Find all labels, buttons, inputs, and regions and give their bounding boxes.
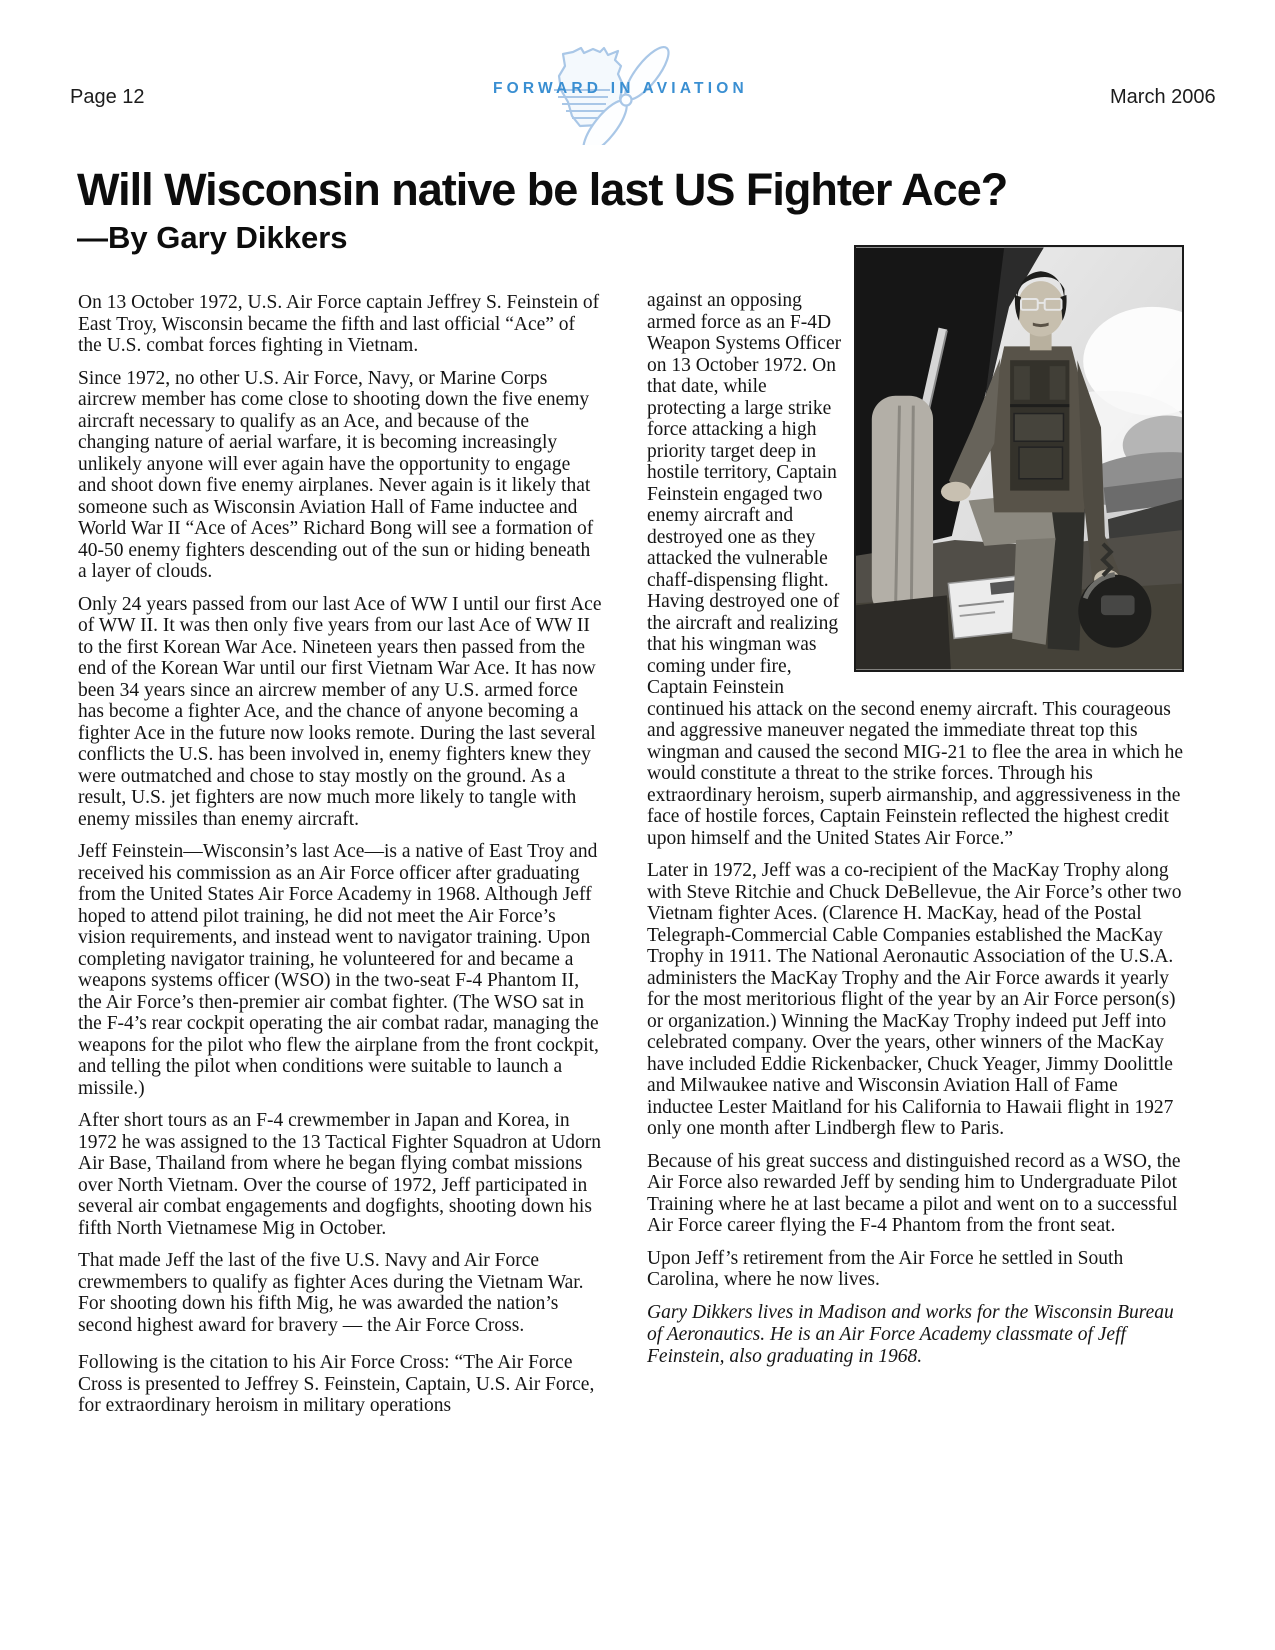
issue-date: March 2006 xyxy=(1110,86,1216,108)
article-title: Will Wisconsin native be last US Fighter Ace? xyxy=(77,164,1008,215)
page-number: Page 12 xyxy=(70,86,145,108)
article-paragraph: On 13 October 1972, U.S. Air Force captain Jeffrey S. Feinstein of East Troy, Wisconsin became the fifth and last official “Ace” of the U.S. combat forces fighting in Vietnam. xyxy=(78,292,600,356)
article-paragraph: Because of his great success and distinguished record as a WSO, the Air Force also rewarded Jeff by sending him to Undergraduate Pilot Training where he at last became a pilot and went on to a successful Air Force career flying the F-4 Phantom from the front seat. xyxy=(647,1150,1181,1236)
article-paragraph: After short tours as an F-4 crewmember in Japan and Korea, in 1972 he was assigned to the 13 Tactical Fighter Squadron at Udorn Air Base, Thailand from where he began flying combat missions over North Vietnam. Over the course of 1972, Jeff participated in several air combat engagements and dogfights, shooting down his fifth North Vietnamese Mig in October. xyxy=(78,1110,602,1239)
article-paragraph: Later in 1972, Jeff was a co-recipient of the MacKay Trophy along with Steve Ritchie and Chuck DeBellevue, the Air Force’s other two Vietnam fighter Aces. (Clarence H. MacKay, head of the Postal Telegraph-Commercial Cable Companies established the MacKay Trophy in 1911. The National Aeronautic Association of the U.S.A. administers the MacKay Trophy and the Air Force awards it yearly for the most meritorious flight of the year by an Air Force person(s) or organization.) Winning the MacKay Trophy indeed put Jeff into celebrated company. Over the years, other winners of the MacKay have included Eddie Rickenbacker, Chuck Yeager, Jimmy Doolittle and Milwaukee native and Wisconsin Aviation Hall of Fame inductee Lester Maitland for his California to Hawaii flight in 1927 only one month after Lindbergh flew to Paris. xyxy=(647,860,1182,1139)
citation-continuation-paragraph: against an opposing armed force as an F-4D Weapon Systems Officer on 13 October 1972. On that date, while protecting a large strike force attacking a high priority target deep in hostile territory, Captain Feinstein engaged two enemy aircraft and destroyed one as they attacked the vulnerable chaff-dispensing flight. Having destroyed one of the aircraft and realizing that his wingman was coming under fire, Captain Feinstein continued his attack on the second enemy aircraft. This courageous and aggressive maneuver negated the immediate threat top this wingman and caused the second MIG-21 to flee the area in which he would constitute a threat to the strike forces. Through his extraordinary heroism, superb airmanship, and aggressiveness in the face of hostile forces, Captain Feinstein reflected the highest credit upon himself and the United States Air Force.” xyxy=(647,290,1184,849)
article-byline: —By Gary Dikkers xyxy=(77,220,348,255)
logo-wordmark: FORWARD IN AVIATION xyxy=(493,80,748,97)
right-column xyxy=(647,245,1184,1379)
citation-lead-paragraph: Following is the citation to his Air Force Cross: “The Air Force Cross is presented to Jeffrey S. Feinstein, Captain, U.S. Air Force, for extraordinary heroism in military operations xyxy=(78,1352,595,1416)
article-paragraph: Since 1972, no other U.S. Air Force, Navy, or Marine Corps aircrew member has come close to shooting down the five enemy aircraft necessary to qualify as an Ace, and because of the changing nature of aerial warfare, it is becoming increasingly unlikely anyone will ever again have the opportunity to engage and shoot down five enemy airplanes. Never again is it likely that someone such as Wisconsin Aviation Hall of Fame inductee and World War II “Ace of Aces” Richard Bong will see a formation of 40-50 enemy fighters descending out of the sun or hiding beneath a layer of clouds. xyxy=(78,367,594,582)
article-paragraph: Upon Jeff’s retirement from the Air Force he settled in South Carolina, where he now lives. xyxy=(647,1247,1124,1290)
left-column xyxy=(78,292,602,1428)
article-paragraph: Jeff Feinstein—Wisconsin’s last Ace—is a native of East Troy and received his commission as an Air Force officer after graduating from the United States Air Force Academy in 1968. Although Jeff hoped to attend pilot training, he did not meet the Air Force’s vision requirements, and instead went to navigator training. Upon completing navigator training, he volunteered for and became a weapons systems officer (WSO) in the two-seat F-4 Phantom II, the Air Force’s then-premier air combat fighter. (The WSO sat in the F-4’s rear cockpit operating the air combat radar, managing the weapons for the pilot who flew the airplane from the front cockpit, and telling the pilot when conditions were suitable to launch a missile.) xyxy=(78,841,599,1099)
feinstein-photo xyxy=(854,245,1184,672)
article-paragraph: Only 24 years passed from our last Ace of WW I until our first Ace of WW II. It was then only five years from our last Ace of WW II to the first Korean War Ace. Nineteen years then passed from the end of the Korean War until our first Vietnam War Ace. It has now been 34 years since an aircrew member of any U.S. armed force has become a fighter Ace, and the chance of anyone becoming a fighter Ace in the future now looks remote. During the last several conflicts the U.S. has been involved in, enemy fighters knew they were outmatched and chose to stay mostly on the ground. As a result, U.S. jet fighters are now much more likely to tangle with enemy missiles than enemy aircraft. xyxy=(78,593,602,830)
article-paragraph: That made Jeff the last of the five U.S. Navy and Air Force crewmembers to qualify as fighter Aces during the Vietnam War. For shooting down his fifth Mig, he was awarded the nation’s second highest award for bravery — the Air Force Cross. xyxy=(78,1250,584,1336)
author-bio: Gary Dikkers lives in Madison and works for the Wisconsin Bureau of Aeronautics. He is an Air Force Academy classmate of Jeff Feinstein, also graduating in 1968. xyxy=(647,1301,1174,1367)
